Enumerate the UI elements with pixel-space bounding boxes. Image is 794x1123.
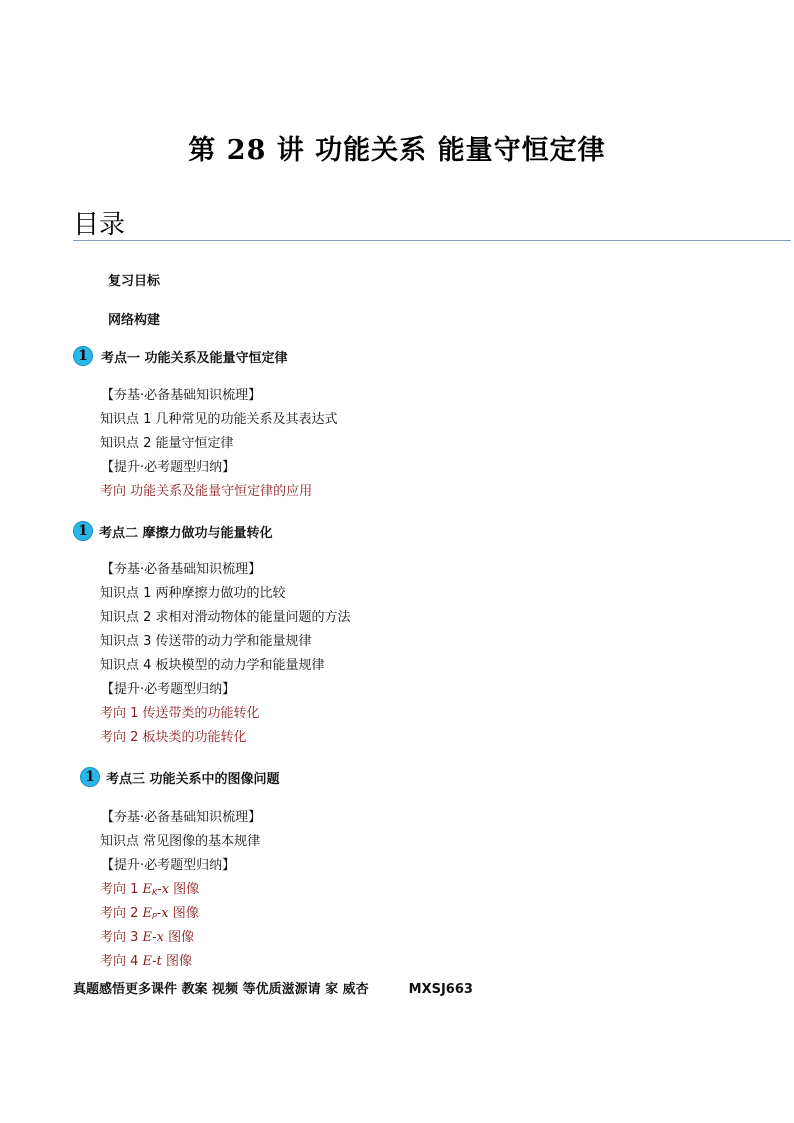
formula-var: E bbox=[142, 930, 153, 945]
entry-suffix: 图像 bbox=[161, 954, 193, 969]
toc-entry[interactable]: 知识点 1 几种常见的功能关系及其表达式 bbox=[100, 412, 338, 427]
formula-var: E bbox=[142, 882, 153, 897]
footer-text: 真题感悟更多课件 教案 视频 等优质滋源请 家 威杏 bbox=[73, 982, 369, 997]
formula-rest: -x bbox=[157, 882, 170, 897]
toc-entry-red[interactable]: 考向 1 传送带类的功能转化 bbox=[100, 706, 260, 721]
toc-entry[interactable]: 知识点 常见图像的基本规律 bbox=[100, 834, 261, 849]
toc-entry[interactable]: 【夯基·必备基础知识梳理】 bbox=[101, 562, 262, 577]
toc-entry-network[interactable]: 网络构建 bbox=[108, 313, 161, 328]
toc-entry-red[interactable]: 考向 功能关系及能量守恒定律的应用 bbox=[100, 484, 313, 499]
number-badge-icon: 1 bbox=[73, 346, 93, 366]
toc-entry[interactable]: 知识点 3 传送带的动力学和能量规律 bbox=[100, 634, 312, 649]
footer-code: MXSJ663 bbox=[408, 982, 473, 997]
toc-entry-red[interactable] bbox=[100, 954, 192, 970]
page-title: 第 28 讲 功能关系 能量守恒定律 bbox=[188, 135, 606, 166]
entry-suffix: 图像 bbox=[169, 882, 200, 897]
toc-section-1[interactable] bbox=[73, 346, 288, 366]
entry-prefix: 考向 4 bbox=[100, 954, 143, 969]
toc-entry[interactable]: 【夯基·必备基础知识梳理】 bbox=[101, 810, 262, 825]
toc-entry[interactable]: 知识点 2 能量守恒定律 bbox=[100, 436, 234, 451]
toc-entry-red[interactable] bbox=[100, 906, 199, 925]
toc-entry-red[interactable] bbox=[100, 882, 199, 901]
entry-prefix: 考向 2 bbox=[100, 906, 143, 921]
toc-entry[interactable]: 【提升·必考题型归纳】 bbox=[101, 460, 236, 475]
toc-section-2[interactable] bbox=[73, 521, 273, 541]
formula-var: E bbox=[142, 906, 153, 921]
number-badge-icon: 1 bbox=[73, 521, 93, 541]
section-label: 考点三 功能关系中的图像问题 bbox=[106, 771, 280, 787]
toc-entry-red[interactable]: 考向 2 板块类的功能转化 bbox=[100, 730, 247, 745]
toc-entry[interactable]: 知识点 4 板块模型的动力学和能量规律 bbox=[100, 658, 325, 673]
toc-entry[interactable]: 【提升·必考题型归纳】 bbox=[101, 682, 236, 697]
toc-entry[interactable]: 知识点 1 两种摩擦力做功的比较 bbox=[100, 586, 286, 601]
toc-entry-review-goals[interactable]: 复习目标 bbox=[108, 274, 161, 289]
formula-var: E bbox=[142, 954, 153, 969]
entry-prefix: 考向 1 bbox=[100, 882, 143, 897]
formula-sub: P bbox=[152, 912, 157, 921]
section-label: 考点一 功能关系及能量守恒定律 bbox=[101, 350, 288, 366]
entry-suffix: 图像 bbox=[164, 930, 195, 945]
formula-rest: -x bbox=[152, 930, 165, 945]
formula-rest: -x bbox=[156, 906, 169, 921]
toc-divider bbox=[73, 240, 791, 241]
footer-note bbox=[73, 978, 473, 997]
entry-prefix: 考向 3 bbox=[100, 930, 143, 945]
toc-heading: 目录 bbox=[73, 210, 126, 240]
entry-suffix: 图像 bbox=[168, 906, 199, 921]
toc-entry[interactable]: 【夯基·必备基础知识梳理】 bbox=[101, 388, 262, 403]
number-badge-icon: 1 bbox=[80, 767, 100, 787]
toc-entry[interactable]: 【提升·必考题型归纳】 bbox=[101, 858, 236, 873]
toc-entry[interactable]: 知识点 2 求相对滑动物体的能量问题的方法 bbox=[100, 610, 351, 625]
section-label: 考点二 摩擦力做功与能量转化 bbox=[99, 525, 273, 541]
toc-section-3[interactable] bbox=[80, 767, 280, 787]
toc-entry-red[interactable] bbox=[100, 930, 194, 946]
formula-rest: -t bbox=[152, 954, 162, 969]
formula-sub: K bbox=[152, 888, 158, 897]
